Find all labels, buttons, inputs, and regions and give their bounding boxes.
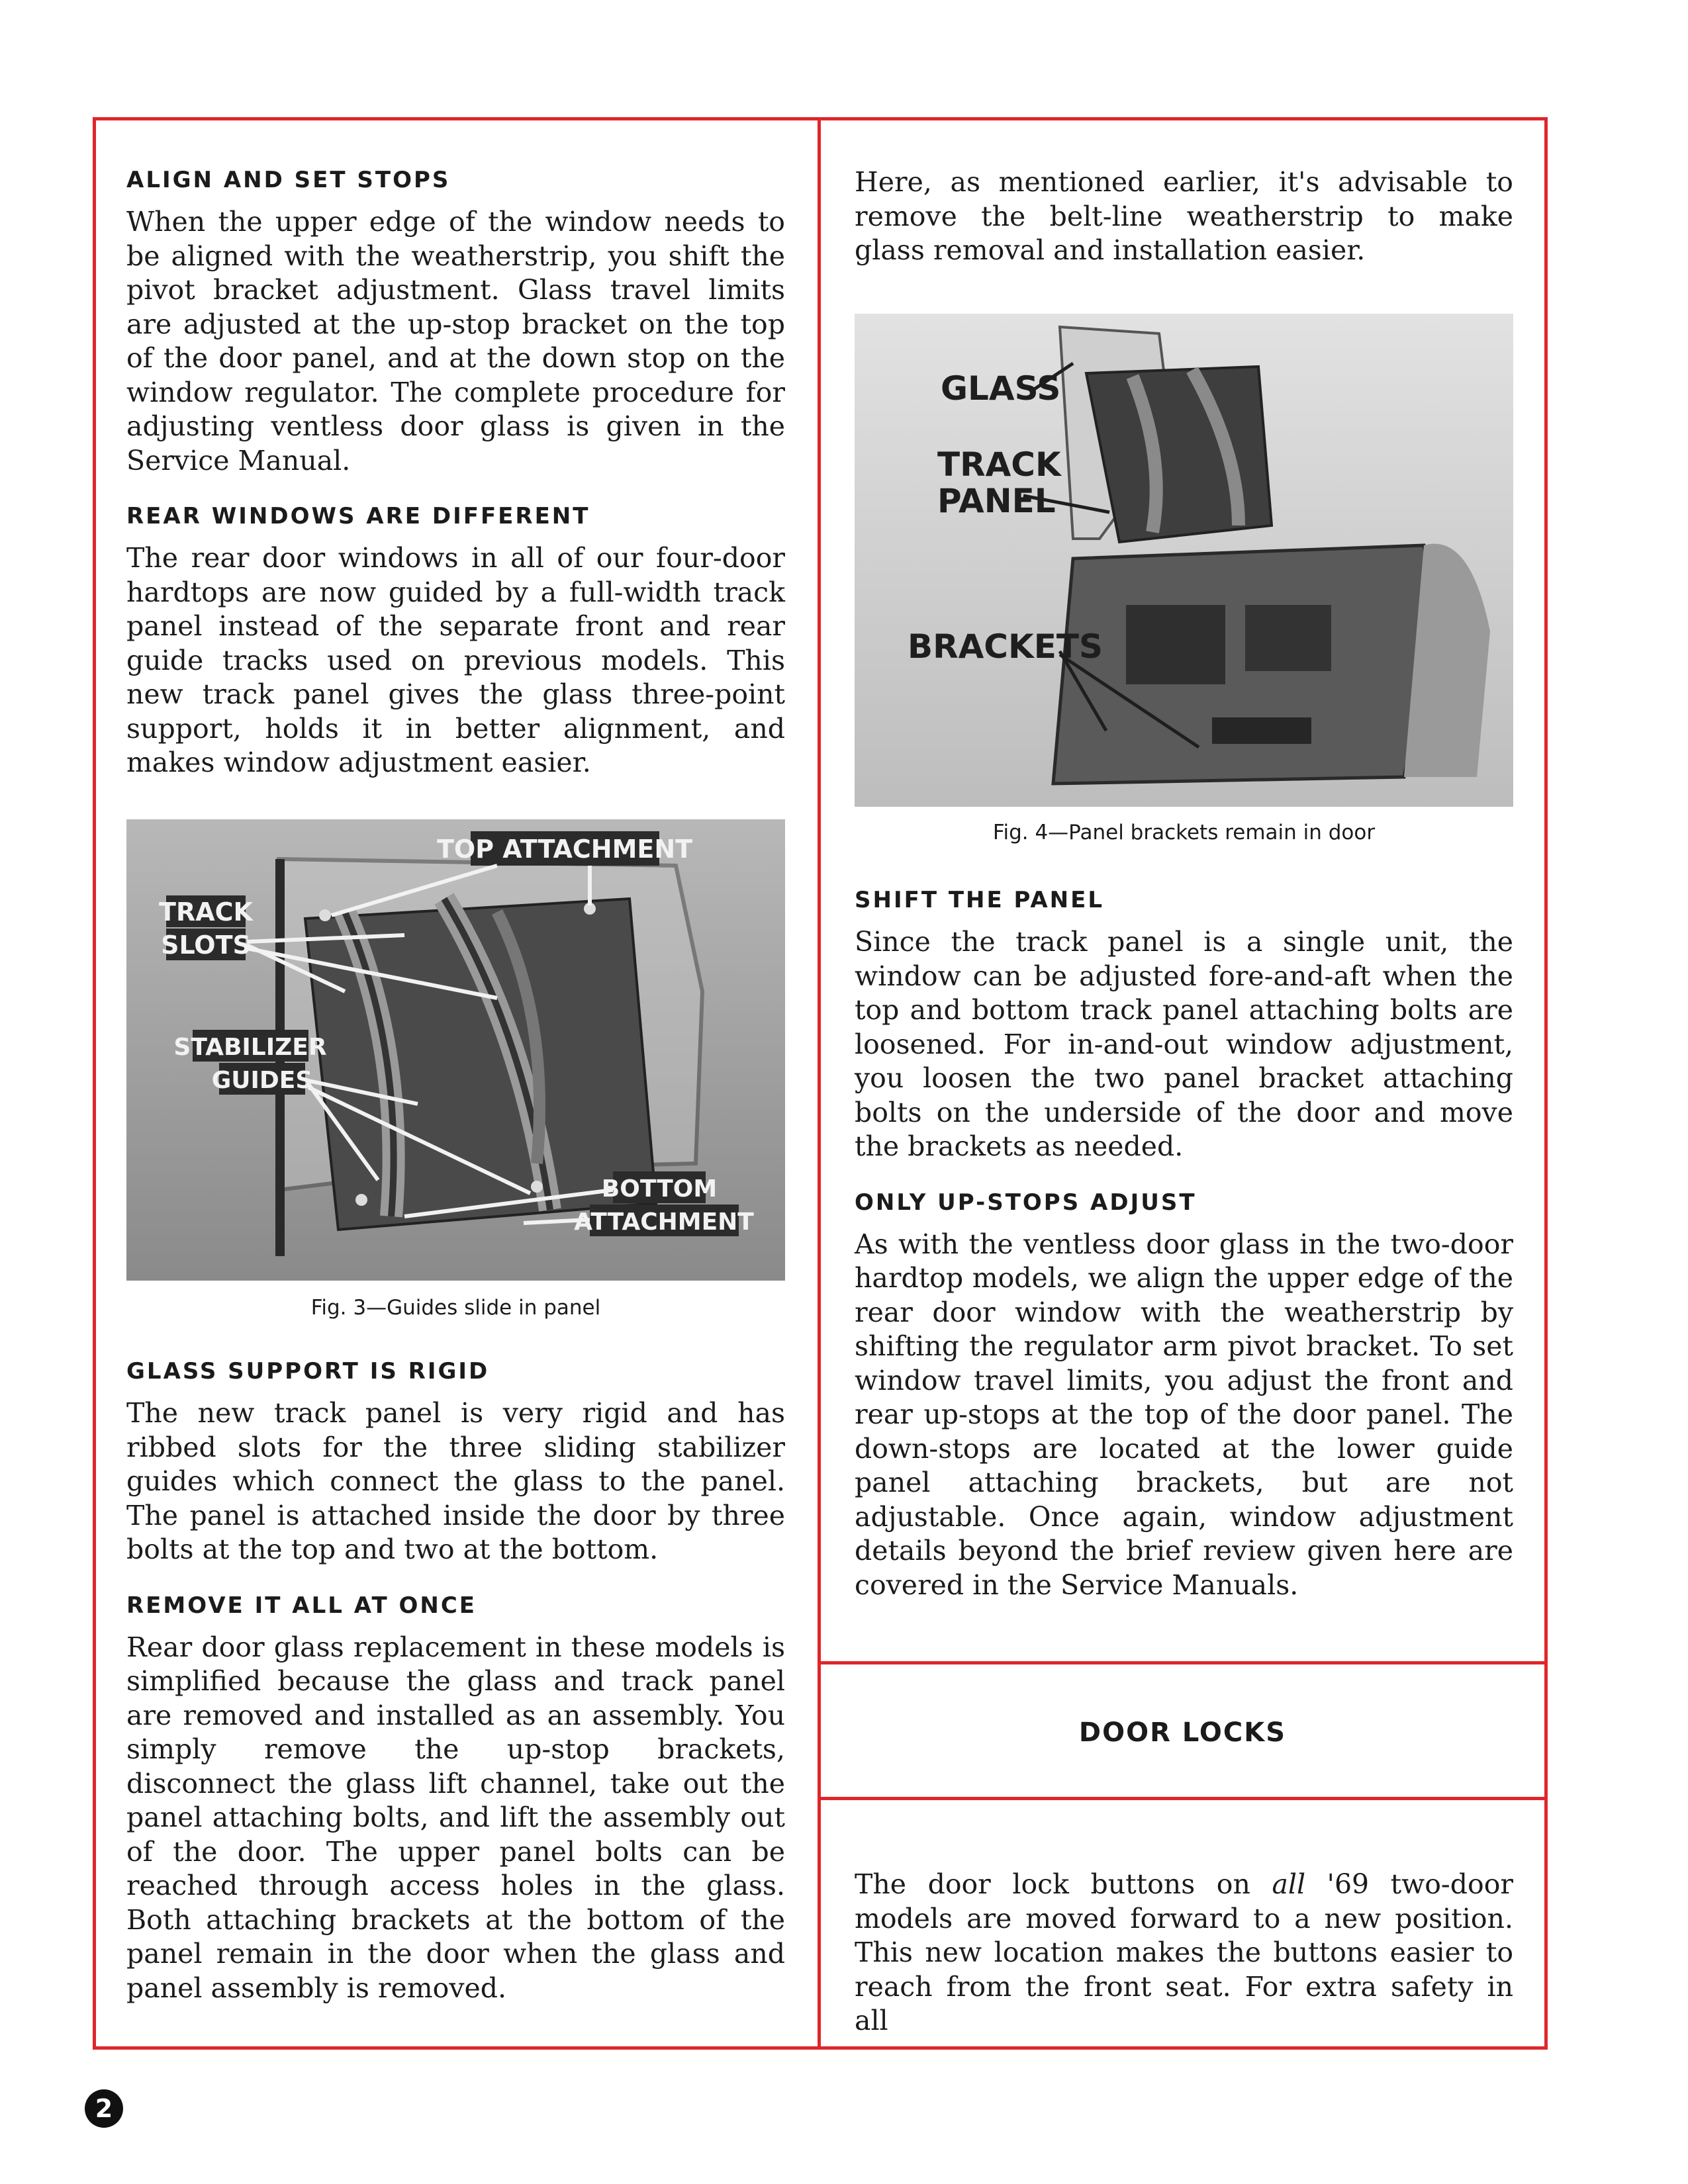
section-heading-rear-windows: REAR WINDOWS ARE DIFFERENT [126, 503, 590, 529]
fig4-caption-wrap [855, 821, 1513, 844]
right-column-mid [855, 887, 1513, 1627]
fig4-label-brackets: BRACKETS [908, 627, 1103, 666]
section-heading-glass-support: GLASS SUPPORT IS RIGID [126, 1358, 490, 1385]
section-body-shift-panel: Since the track panel is a single unit, the window can be adjusted fore-and-aft when the top and bottom track panel attaching bolts are loosened. For in-and-out window adjustment, you loosen the two panel bracket attaching bolts on the underside of the door and move the brackets as needed. [855, 926, 1513, 1162]
section-heading-align-stops: ALIGN AND SET STOPS [126, 167, 451, 193]
fig3-label-stabilizer: STABILIZER [173, 1034, 327, 1061]
frame-divider [818, 117, 821, 2050]
section-body-align-stops: When the upper edge of the window needs to be aligned with the weatherstrip, you shift the pivot bracket adjustment. Glass travel limits are adjusted at the up-stop bracket on the top of the door panel, and at the down stop on the window regulator. The complete procedure for adjusting ventless door glass is given in the Service Manual. [126, 206, 785, 477]
door-locks-body [855, 1868, 1513, 2038]
page-number: 2 [85, 2089, 123, 2128]
fig4-label-panel: PANEL [937, 482, 1056, 520]
fig3-label-top-attachment: TOP ATTACHMENT [436, 835, 693, 864]
fig3-caption: Fig. 3—Guides slide in panel [310, 1296, 601, 1320]
section-heading-remove-all: REMOVE IT ALL AT ONCE [126, 1592, 477, 1619]
fig3-label-bottom: BOTTOM [601, 1175, 718, 1203]
door-locks-body-post: '69 two-door models are moved forward to a new position. This new location makes the buttons easier to reach from the front seat. For extra safety in all [855, 1868, 1514, 2036]
intro-body: Here, as mentioned earlier, it's advisable to remove the belt-line weatherstrip to make glass removal and installation easier. [855, 166, 1513, 266]
fig3-label-attachment: ATTACHMENT [574, 1208, 754, 1236]
section-body-rear-windows: The rear door windows in all of our four-door hardtops are now guided by a full-width track panel instead of the separate front and rear guide tracks used on previous models. This new track panel gives the glass three-point support, holds it in better alignment, and makes window adjustment easier. [126, 542, 785, 778]
fig3-caption-wrap [126, 1296, 785, 1320]
frame-left [93, 117, 96, 2050]
fig4-label-glass: GLASS [941, 369, 1061, 408]
left-column-bottom [126, 1358, 785, 2030]
door-locks-body-wrap [855, 1868, 1513, 2038]
door-locks-body-pre: The door lock buttons on [855, 1868, 1272, 1900]
fig4-label-track: TRACK [937, 445, 1061, 484]
door-locks-heading: DOOR LOCKS [1078, 1717, 1287, 1748]
door-locks-rule-bottom [818, 1797, 1548, 1800]
door-locks-rule-top [818, 1661, 1548, 1664]
fig3-label-track: TRACK [159, 897, 253, 927]
section-heading-shift-panel: SHIFT THE PANEL [855, 887, 1105, 913]
section-body-remove-all: Rear door glass replacement in these models is simplified because the glass and track panel are removed and installed as an assembly. You simply remove the up-stop brackets, disconnect the glass lift channel, take out the panel attaching bolts, and lift the assembly out of the door. The upper panel bolts can be reached through access holes in the glass. Both attaching brackets at the bottom of the panel remain in the door when the glass and panel assembly is removed. [126, 1631, 785, 2004]
fig4-caption: Fig. 4—Panel brackets remain in door [992, 821, 1376, 844]
door-locks-body-em: all [1272, 1868, 1306, 1900]
section-heading-up-stops: ONLY UP-STOPS ADJUST [855, 1189, 1197, 1216]
left-column-top [126, 167, 785, 805]
fig3-photo [126, 819, 785, 1281]
section-body-up-stops: As with the ventless door glass in the two-door hardtop models, we align the upper edge of the rear door window with the weatherstrip by shifting the regulator arm pivot bracket. To set window travel limits, you adjust the front and rear up-stops at the top of the door panel. The down-stops are located at the lower guide panel attaching brackets, but are not adjustable. Once again, window adjustment details beyond the brief review given here are covered in the Service Manuals. [855, 1228, 1513, 1601]
frame-right [1544, 117, 1548, 2050]
section-body-glass-support: The new track panel is very rigid and has ribbed slots for the three sliding stabilizer guides which connect the glass to the panel. The panel is attached inside the door by three bolts at the top and two at the bottom. [126, 1397, 785, 1565]
fig3-label-slots: SLOTS [161, 931, 251, 960]
fig3-label-guides: GUIDES [211, 1067, 313, 1094]
right-column-intro [855, 165, 1513, 293]
fig4-photo [855, 314, 1513, 807]
